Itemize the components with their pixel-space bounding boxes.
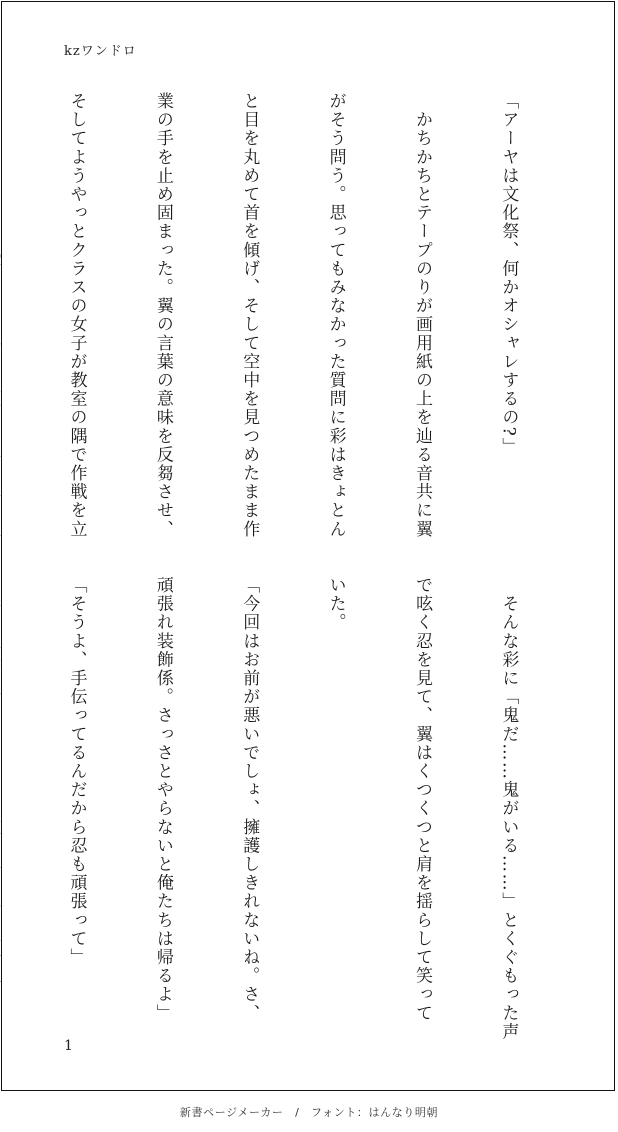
text-line (0, 576, 4, 876)
text-line: そんな彩に「鬼だ……鬼がいる……」とくぐもった声 (498, 576, 519, 1041)
header-title: kzワンドロ (64, 44, 137, 59)
text-line (0, 92, 4, 552)
page-number: 1 (64, 1038, 73, 1054)
text-line: 「アーヤは文化祭、何かオシャレするの?」 (498, 92, 519, 457)
text-line: がそう問う。思ってもみなかった質問に彩はきょとん (325, 92, 346, 539)
text-line: で呟く忍を見て、翼はくつくつと肩を揺らして笑って (412, 576, 433, 1023)
text-line: 「そうよ、手伝ってるんだから忍も頑張って」 (66, 576, 87, 967)
text-line: そしてようやっとクラスの女子が教室の隅で作戦を立 (66, 92, 87, 539)
upper-text-column (0, 92, 580, 552)
text-line: 頑張れ装飾係。さっさとやらないと俺たちは帰るよ」 (152, 576, 173, 1023)
footer-credit: 新書ページメーカー / フォント：はんなり明朝 (179, 1106, 439, 1119)
text-line: と目を丸めて首を傾げ、そして空中を見つめたまま作 (239, 92, 260, 539)
lower-text-column (0, 576, 580, 1041)
page-frame (1, 1, 615, 1091)
text-line: かちかちとテープのりが画用紙の上を辿る音共に翼 (412, 92, 433, 539)
text-line: 業の手を止め固まった。翼の言葉の意味を反芻させ、 (152, 92, 173, 539)
text-line: 「今回はお前が悪いでしょ、擁護しきれないね。さ、 (239, 576, 260, 1023)
text-line: いた。 (325, 576, 346, 632)
